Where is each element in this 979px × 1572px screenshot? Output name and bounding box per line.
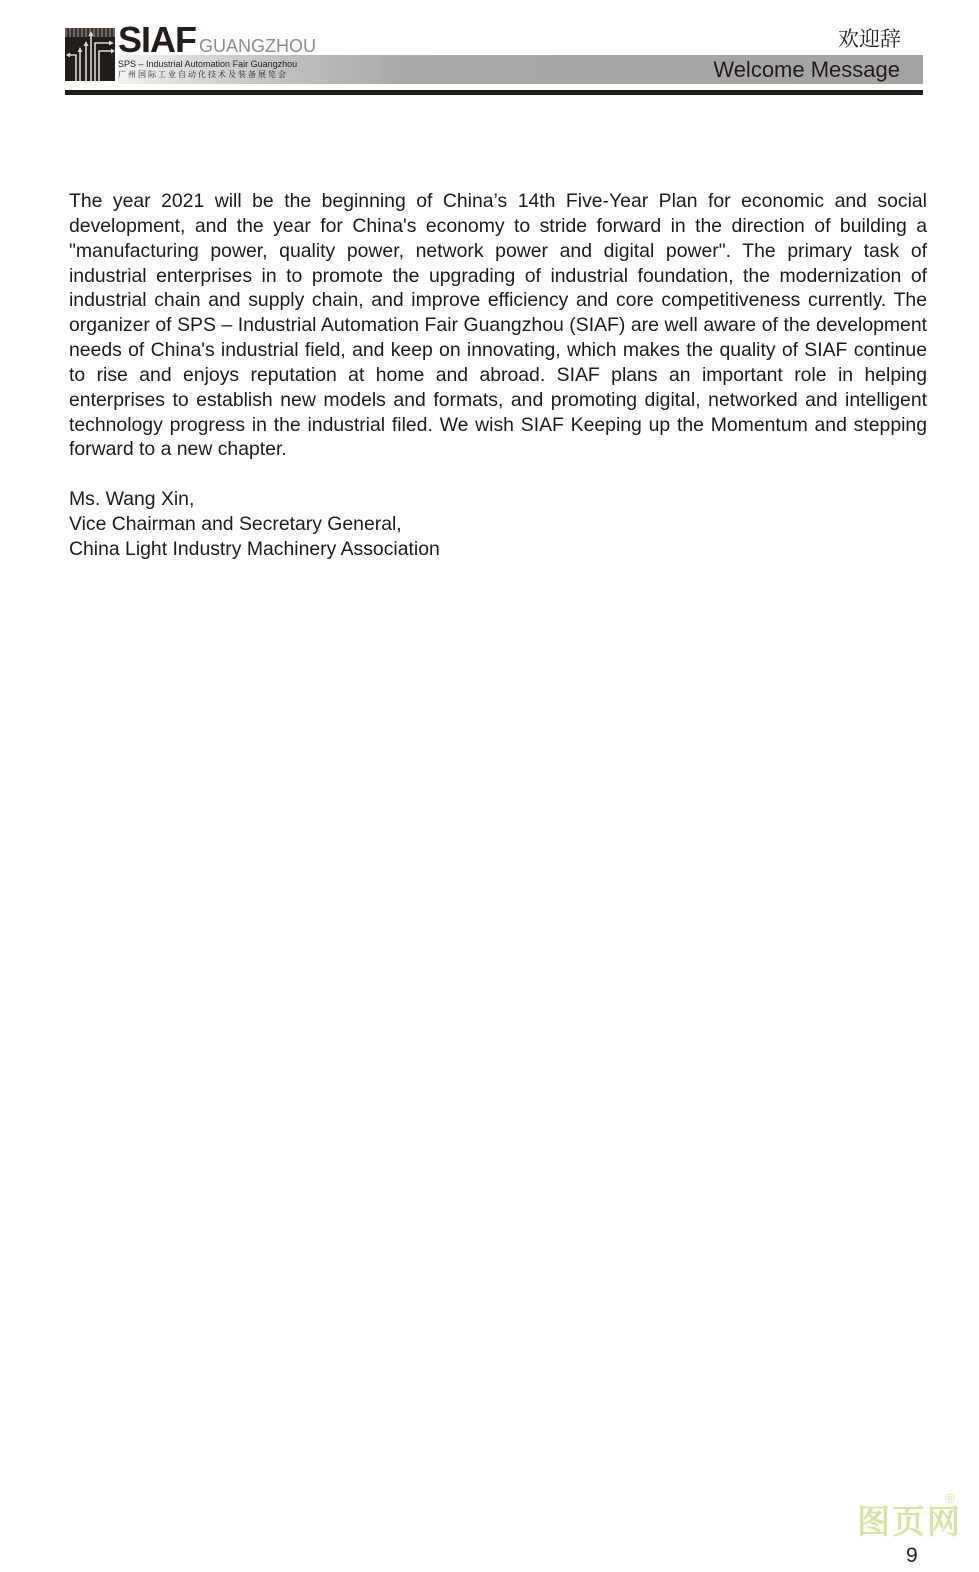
registered-mark-icon: ® bbox=[945, 1491, 955, 1506]
signature-block bbox=[69, 487, 440, 562]
signatory-name: Ms. Wang Xin, bbox=[69, 488, 195, 510]
logo-subtitle-en: SPS – Industrial Automation Fair Guangzhou bbox=[118, 59, 298, 69]
logo-arrows bbox=[65, 28, 115, 81]
page-header bbox=[0, 0, 979, 100]
signatory-title: Vice Chairman and Secretary General, bbox=[69, 512, 402, 535]
section-title-en: Welcome Message bbox=[713, 57, 900, 82]
circuit-arrows-icon bbox=[65, 28, 115, 81]
signatory-organization: China Light Industry Machinery Association bbox=[69, 537, 440, 560]
logo-brand: SIAF bbox=[118, 19, 197, 60]
header-divider bbox=[65, 90, 923, 95]
logo-text bbox=[118, 19, 317, 80]
welcome-paragraph: The year 2021 will be the beginning of China’s 14th Five-Year Plan for economic and social development, and the year for China's economy to stride forward in the direction of building a "manufacturing power, quality power, network power and digital power". The primary task of industrial enterprises in to promote the upgrading of industrial foundation, the modernization of industrial chain and supply chain, and improve efficiency and core competitiveness currently. The organizer of SPS – Industrial Automation Fair Guangzhou (SIAF) are well aware of the development needs of China's industrial field, and keep on innovating, which makes the quality of SIAF continue to rise and enjoys reputation at home and abroad. SIAF plans an important role in helping enterprises to establish new models and formats, and promoting digital, networked and intelligent technology progress in the industrial filed. We wish SIAF Keeping up the Momentum and stepping forward to a new chapter. bbox=[69, 190, 927, 461]
section-title-cn: 欢迎辞 bbox=[838, 27, 901, 51]
logo-city: GUANGZHOU bbox=[199, 36, 317, 56]
page-number: 9 bbox=[906, 1544, 918, 1567]
welcome-body bbox=[69, 189, 927, 462]
logo-wordmark bbox=[118, 19, 317, 60]
logo-subtitle-cn: 广州国际工业自动化技术及装备展览会 bbox=[118, 70, 288, 79]
watermark-logo: 图页网 bbox=[857, 1502, 962, 1541]
